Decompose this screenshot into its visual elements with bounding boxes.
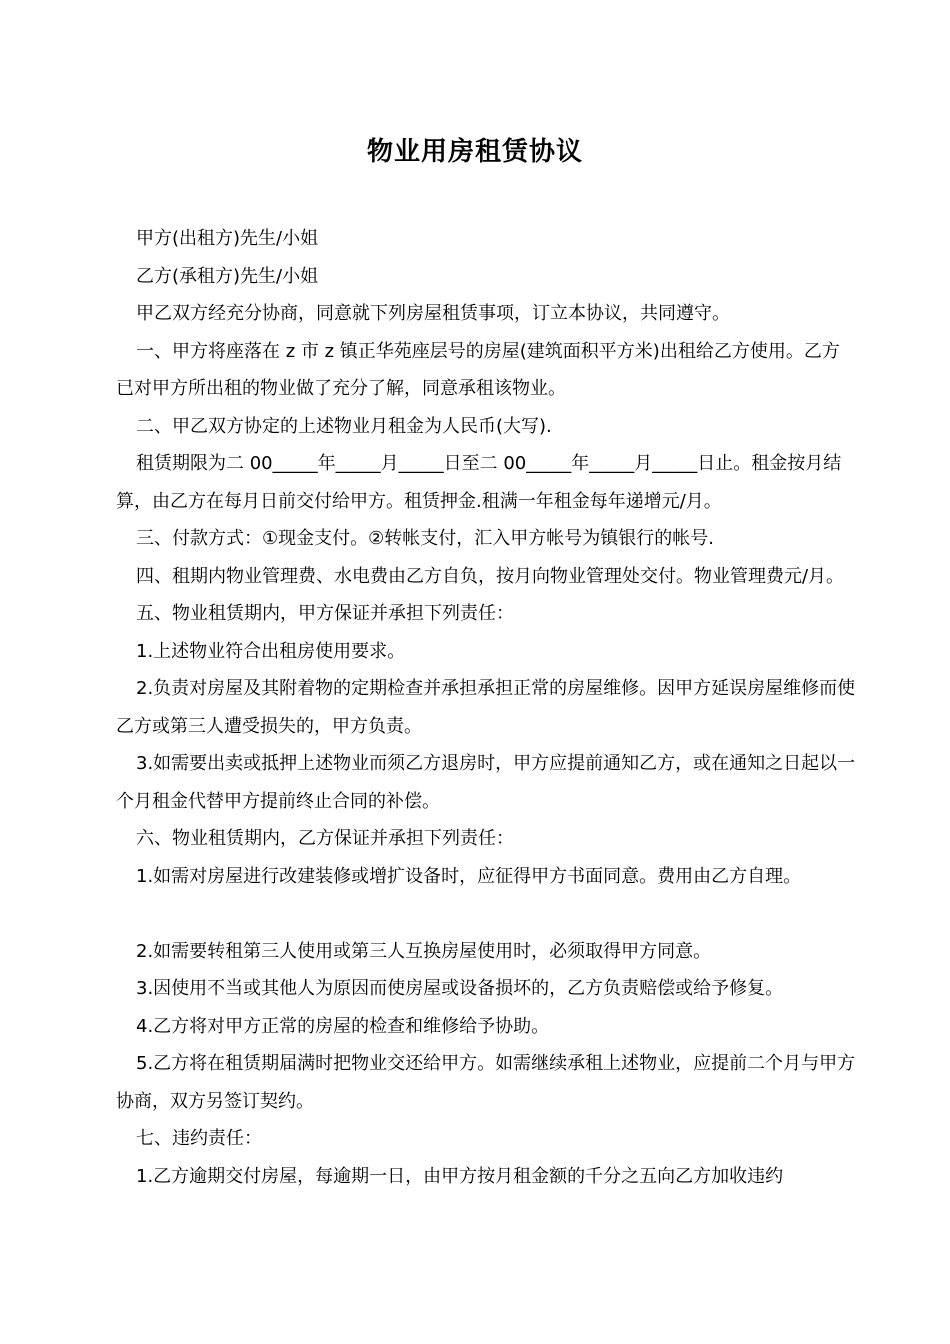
list-item-5-3: 3.如需要出卖或抵押上述物业而须乙方退房时，甲方应提前通知乙方，或在通知之日起以一个月租金代替甲方提前终止合同的补偿。 [116,753,856,812]
document-body [116,220,856,1195]
paragraph-party-a: 甲方(出租方)先生/小姐 [136,228,319,249]
paragraph-clause-6: 六、物业租赁期内，乙方保证并承担下列责任： [136,828,514,849]
list-item-6-1: 1.如需对房屋进行改建装修或增扩设备时，应征得甲方书面同意。费用由乙方自理。 [136,865,802,887]
list-item-6-2: 2.如需要转租第三人使用或第三人互换房屋使用时，必须取得甲方同意。 [136,940,712,962]
blank-line [116,895,856,933]
list-item-7-1: 1.乙方逾期交付房屋，每逾期一日，由甲方按月租金额的千分之五向乙方加收违约 [136,1165,784,1187]
paragraph-clause-7: 七、违约责任： [136,1128,262,1149]
list-item-6-5: 5.乙方将在租赁期届满时把物业交还给甲方。如需继续承租上述物业，应提前二个月与甲方协商，双方另签订契约。 [116,1053,856,1112]
paragraph-preamble: 甲乙双方经充分协商，同意就下列房屋租赁事项，订立本协议，共同遵守。 [136,303,730,324]
paragraph-clause-4: 四、租期内物业管理费、水电费由乙方自负，按月向物业管理处交付。物业管理费元/月。 [136,565,845,587]
document-title: 物业用房租赁协议 [366,137,583,167]
paragraph-party-b: 乙方(承租方)先生/小姐 [136,265,319,287]
paragraph-clause-2: 二、甲乙双方协定的上述物业月租金为人民币(大写). [136,415,552,437]
list-item-6-4: 4.乙方将对甲方正常的房屋的检查和维修给予协助。 [136,1015,550,1037]
paragraph-lease-term: 租赁期限为二 00_____年_____月_____日至二 00_____年_____月_____日止。租金按月结算，由乙方在每月日前交付给甲方。租赁押金.租满一年租金每年递增元/月。 [116,453,842,512]
paragraph-clause-5: 五、物业租赁期内，甲方保证并承担下列责任： [136,603,514,624]
list-item-6-3: 3.因使用不当或其他人为原因而使房屋或设备损坏的，乙方负责赔偿或给予修复。 [136,978,784,999]
paragraph-clause-1: 一、甲方将座落在 z 市 z 镇正华苑座层号的房屋(建筑面积平方米)出租给乙方使用。乙方已对甲方所出租的物业做了充分了解，同意承租该物业。 [116,340,840,399]
paragraph-clause-3: 三、付款方式：①现金支付。②转帐支付，汇入甲方帐号为镇银行的帐号. [136,528,714,549]
list-item-5-2: 2.负责对房屋及其附着物的定期检查并承担承担正常的房屋维修。因甲方延误房屋维修而使乙方或第三人遭受损失的，甲方负责。 [116,678,856,737]
list-item-5-1: 1.上述物业符合出租房使用要求。 [136,640,406,662]
